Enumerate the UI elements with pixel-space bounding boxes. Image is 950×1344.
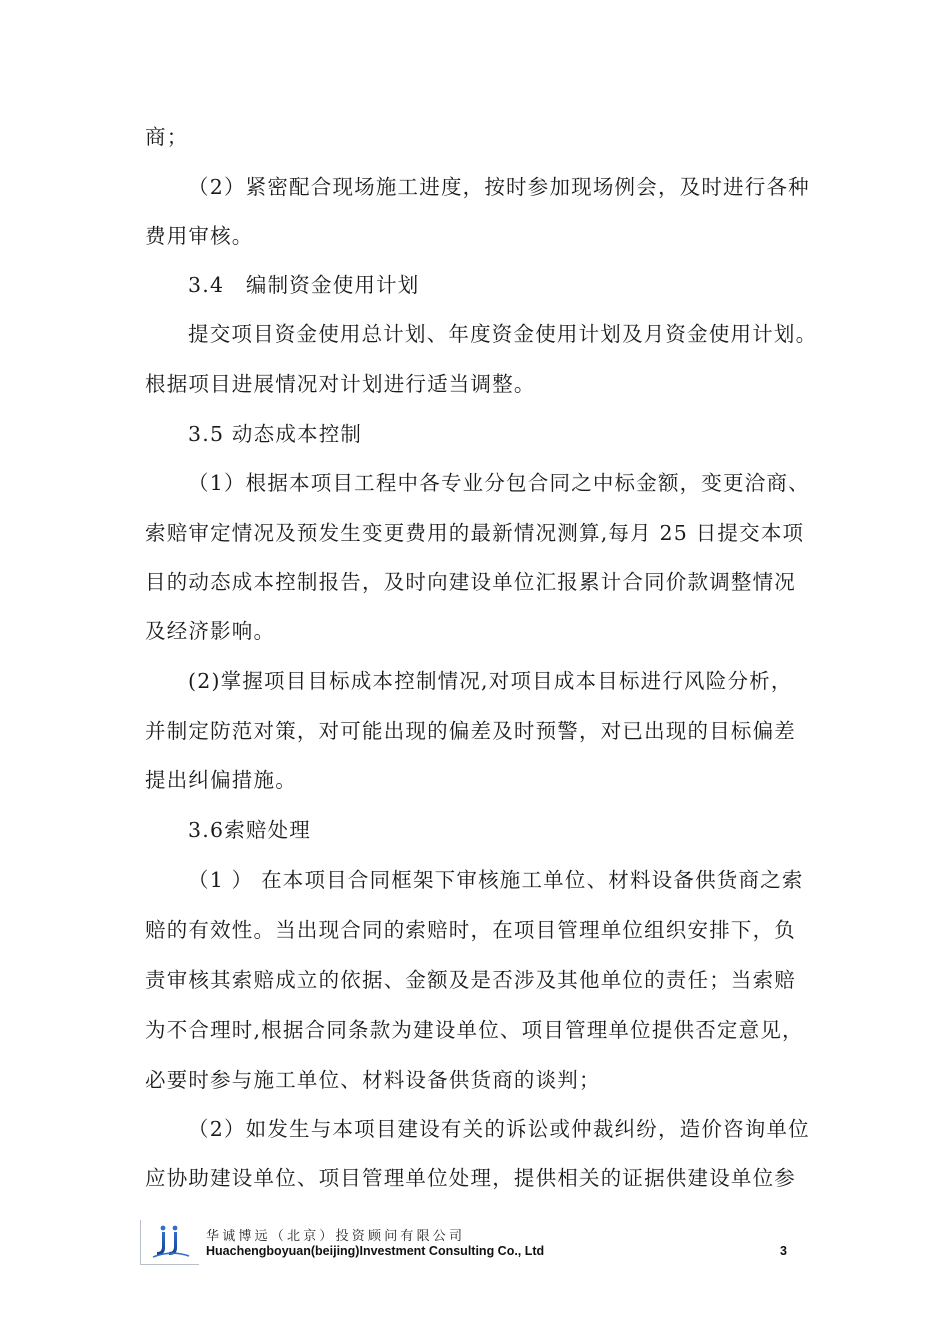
text-line: 提交项目资金使用总计划、年度资金使用计划及月资金使用计划。 [188,322,818,346]
company-logo [140,1220,199,1265]
text-line: 根据项目进展情况对计划进行适当调整。 [145,372,536,396]
text-line: 应协助建设单位、项目管理单位处理，提供相关的证据供建设单位参 [145,1166,796,1190]
section-heading: 3.5 动态成本控制 [188,422,363,446]
page-number: 3 [780,1244,787,1258]
page-footer [140,1214,820,1264]
text-line: 商； [145,125,189,149]
text-line: 为不合理时,根据合同条款为建设单位、项目管理单位提供否定意见， [145,1018,804,1042]
text-line: （1 ） 在本项目合同框架下审核施工单位、材料设备供货商之索 [188,868,804,892]
text-line: 目的动态成本控制报告，及时向建设单位汇报累计合同价款调整情况 [145,570,796,594]
text-line: 必要时参与施工单位、材料设备供货商的谈判； [145,1068,601,1092]
text-line: （2）如发生与本项目建设有关的诉讼或仲裁纠纷，造价咨询单位 [188,1117,810,1141]
section-heading: 3.6索赔处理 [188,818,312,842]
text-line: (2)掌握项目目标成本控制情况,对项目成本目标进行风险分析， [188,669,793,693]
section-heading: 3.4 编制资金使用计划 [188,273,420,297]
text-line: 赔的有效性。当出现合同的索赔时，在项目管理单位组织安排下，负 [145,918,796,942]
text-line: 及经济影响。 [145,619,276,643]
text-line: 费用审核。 [145,224,254,248]
text-line: 责审核其索赔成立的依据、金额及是否涉及其他单位的责任；当索赔 [145,968,796,992]
company-name-en: Huachengboyuan(beijing)Investment Consulting Co., Ltd [206,1244,545,1258]
text-line: （1）根据本项目工程中各专业分包合同之中标金额，变更洽商、 [188,471,810,495]
text-line: 索赔审定情况及预发生变更费用的最新情况测算,每月 25 日提交本项 [145,521,805,545]
company-name-cn: 华诚博远（北京）投资顾问有限公司 [206,1229,466,1244]
text-line: （2）紧密配合现场施工进度，按时参加现场例会，及时进行各种 [188,175,810,199]
text-line: 并制定防范对策，对可能出现的偏差及时预警，对已出现的目标偏差 [145,719,796,743]
text-line: 提出纠偏措施。 [145,768,297,792]
